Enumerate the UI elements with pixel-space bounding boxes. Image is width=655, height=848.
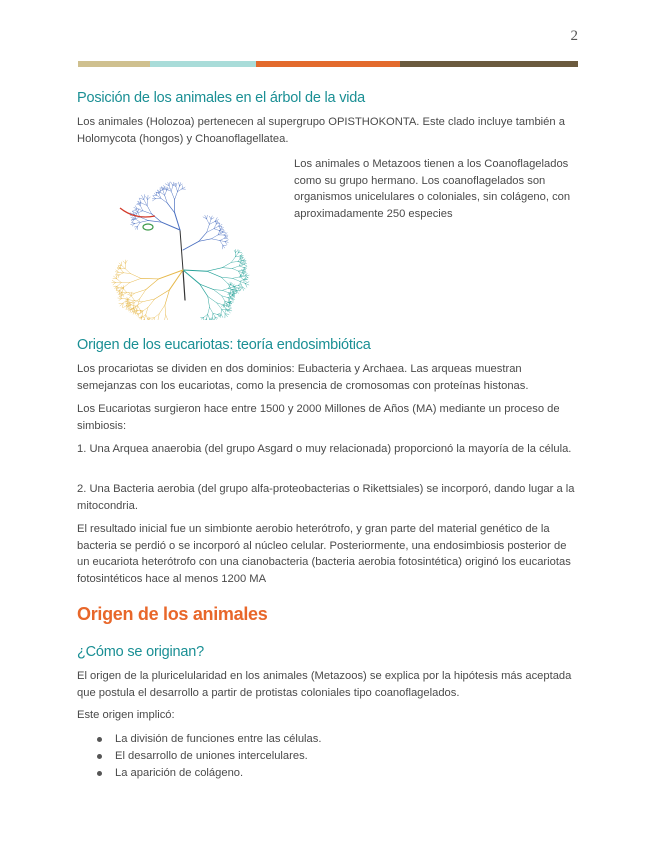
tree-branch-blue xyxy=(167,203,174,213)
tree-branch-teal xyxy=(222,262,231,267)
tree-branch-teal xyxy=(245,282,249,284)
tree-branch-blue xyxy=(220,238,225,240)
tree-branch-blue xyxy=(216,221,217,224)
list-item-text: El desarrollo de uniones intercelulares. xyxy=(115,749,308,762)
tree-branch-teal xyxy=(208,314,210,319)
color-bar-segment-2 xyxy=(150,61,256,67)
header-color-bar xyxy=(78,61,578,67)
tree-branch-teal xyxy=(183,270,200,284)
tree-branch-blue xyxy=(171,186,173,192)
tree-highlight-arc xyxy=(120,208,155,217)
tree-branch-teal xyxy=(221,277,228,283)
tree-branch-blue xyxy=(157,190,160,192)
list-item xyxy=(95,765,321,782)
tree-branch-blue xyxy=(169,182,170,186)
tree-branch-gold xyxy=(140,290,146,299)
tree-branch-blue xyxy=(144,195,145,200)
section-heading-tree-of-life: Posición de los animales en el árbol de la vida xyxy=(77,90,366,106)
color-bar-segment-3 xyxy=(256,61,400,67)
tree-branch-teal xyxy=(239,266,244,268)
tree-branch-blue xyxy=(166,187,167,191)
tree-branch-gold xyxy=(123,261,125,264)
tree-branch-blue xyxy=(131,217,135,219)
tree-branch-gold xyxy=(147,319,148,320)
tree-branch-teal xyxy=(238,287,241,288)
section1-intro: Los animales (Holozoa) pertenecen al supergrupo OPISTHOKONTA. Este clado incluye también a Holomycota (hongos) y Choanoflagellatea. xyxy=(77,116,565,145)
tree-branch-teal xyxy=(231,261,238,262)
tree-branch-blue xyxy=(131,222,134,223)
tree-branch-teal xyxy=(234,250,235,252)
tree-branch-gold xyxy=(131,305,136,306)
tree-branch-gold xyxy=(133,303,134,308)
tree-branch-teal xyxy=(222,288,228,290)
subheading-how-originate: ¿Cómo se originan? xyxy=(77,644,204,660)
section3-paragraph-1: El origen de la pluricelularidad en los animales (Metazoos) se explica por la hipótesis más aceptada que postula el desarrollo a partir de protistas coloniales tipo coanoflagelados. xyxy=(77,670,572,699)
page-number: 2 xyxy=(570,28,578,44)
tree-branch-blue xyxy=(162,222,180,230)
tree-branch-teal xyxy=(243,272,246,273)
tree-branch-teal xyxy=(238,285,240,287)
tree-branch-gold xyxy=(148,317,150,318)
tree-branch-blue xyxy=(207,219,210,224)
color-bar-segment-4 xyxy=(400,61,578,67)
tree-branch-teal xyxy=(242,262,244,263)
tree-branch-gold xyxy=(164,315,165,320)
tree-branch-gold xyxy=(113,283,116,285)
bullet-icon xyxy=(97,771,102,776)
tree-branch-gold xyxy=(138,306,141,310)
section2-paragraph-5: El resultado inicial fue un simbionte aerobio heterótrofo, y gran parte del material genético de la bacteria se perdió o se incorporó al núcleo celular. Posteriormente, una endosimbiosis posterior de un eucariota heterótrofo con una cianobacteria (bacteria aerobia fotosintética) originó los eucariotas fotosintéticos hace al menos 1200 MA xyxy=(77,523,571,585)
tree-branch-teal xyxy=(233,287,236,288)
tree-branch-blue xyxy=(175,192,178,200)
tree-branch-blue xyxy=(211,239,219,241)
tree-branch-blue xyxy=(171,191,174,199)
section3-paragraph-2: Este origen implicó: xyxy=(77,709,175,721)
tree-branch-teal xyxy=(222,268,232,269)
tree-branch-blue xyxy=(178,182,179,186)
tree-branch-gold xyxy=(136,302,143,306)
tree-branch-gold xyxy=(119,273,123,275)
tree-branch-gold xyxy=(119,298,122,300)
tree-branch-blue xyxy=(140,221,148,223)
section2-paragraph-3: 1. Una Arquea anaerobia (del grupo Asgard o muy relacionada) proporcionó la mayoría de la célula. xyxy=(77,443,572,455)
tree-branch-gold xyxy=(120,269,123,273)
tree-branch-teal xyxy=(207,271,221,277)
tree-branch-teal xyxy=(221,314,223,317)
tree-branch-teal xyxy=(183,270,207,271)
tree-branch-teal xyxy=(207,268,222,272)
tree-branch-teal xyxy=(208,307,210,314)
tree-branch-blue xyxy=(153,196,156,199)
tree-branch-teal xyxy=(242,269,243,272)
tree-branch-gold xyxy=(130,278,141,282)
tree-branch-gold xyxy=(131,296,134,301)
tree-branch-gold xyxy=(159,305,165,314)
tree-branch-blue xyxy=(222,245,223,249)
tree-branch-teal xyxy=(232,277,240,278)
section-heading-animal-origin: Origen de los animales xyxy=(77,604,268,624)
tree-branch-teal xyxy=(206,319,207,320)
tree-branch-blue xyxy=(219,230,223,231)
list-item-text: La aparición de colágeno. xyxy=(115,766,244,779)
tree-branch-teal xyxy=(244,264,247,265)
tree-branch-teal xyxy=(212,318,213,320)
tree-highlight-ellipse xyxy=(143,224,153,230)
tree-svg xyxy=(80,150,280,320)
section-heading-eukaryote-origin: Origen de los eucariotas: teoría endosimbiótica xyxy=(77,337,371,353)
phylogenetic-tree-image xyxy=(80,150,280,320)
list-item xyxy=(95,731,321,748)
tree-branch-gold xyxy=(144,319,145,320)
tree-branch-gold xyxy=(127,293,135,294)
tree-branch-gold xyxy=(136,313,139,314)
tree-branch-teal xyxy=(222,290,228,292)
tree-branch-blue xyxy=(211,235,218,239)
tree-branch-blue xyxy=(207,215,208,219)
tree-branch-gold xyxy=(125,303,129,304)
tree-branch-teal xyxy=(208,296,210,307)
tree-branch-blue xyxy=(165,190,167,195)
tree-branch-gold xyxy=(112,280,115,282)
list-item-text: La división de funciones entre las células. xyxy=(115,733,322,745)
tree-branch-teal xyxy=(210,307,213,313)
tree-branch-gold xyxy=(128,293,135,299)
tree-branch-teal xyxy=(232,268,238,271)
tree-branch-blue xyxy=(209,216,211,219)
tree-branch-teal xyxy=(218,313,221,314)
color-bar-segment-1 xyxy=(78,61,150,67)
tree-branch-gold xyxy=(117,283,121,287)
tree-branch-blue xyxy=(132,211,137,213)
tree-branch-gold xyxy=(116,272,119,274)
tree-branch-blue xyxy=(146,196,148,199)
tree-branch-blue xyxy=(183,241,199,250)
tree-branch-gold xyxy=(131,292,132,296)
tree-branch-blue xyxy=(176,183,177,186)
section2-paragraph-2: Los Eucariotas surgieron hace entre 1500 y 2000 Millones de Años (MA) mediante un proceso de simbiosis: xyxy=(77,403,560,432)
tree-branch-teal xyxy=(232,266,239,268)
section2-paragraph-1: Los procariotas se dividen en dos dominios: Eubacteria y Archaea. Las arqueas muestran semejanzas con los eucariotas, como la presencia de cromosomas con proteínas histonas. xyxy=(77,363,529,392)
tree-branch-gold xyxy=(135,290,146,294)
tree-branch-gold xyxy=(124,283,130,288)
tree-branch-gold xyxy=(125,269,130,274)
bullet-icon xyxy=(97,754,102,759)
tree-branch-blue xyxy=(225,240,228,242)
section2-paragraph-4: 2. Una Bacteria aerobia (del grupo alfa-proteobacterias o Rikettsiales) se incorporó, dando lugar a la mitocondria. xyxy=(77,483,575,512)
tree-branch-blue xyxy=(136,219,141,222)
tree-branch-teal xyxy=(214,290,222,296)
tree-branch-teal xyxy=(231,257,235,263)
bullet-icon xyxy=(97,737,102,742)
tree-branch-gold xyxy=(146,315,148,320)
tree-branch-blue xyxy=(171,182,173,185)
tree-branch-teal xyxy=(228,292,232,293)
tree-branch-gold xyxy=(125,260,127,263)
tree-branch-teal xyxy=(244,267,247,268)
tree-branch-blue xyxy=(176,186,178,191)
tree-branch-teal xyxy=(209,319,210,320)
tree-branch-teal xyxy=(228,288,232,289)
tree-branch-gold xyxy=(117,279,122,283)
tree-branch-gold xyxy=(146,279,159,290)
tree-branch-gold xyxy=(123,289,126,293)
tree-branch-teal xyxy=(208,296,217,302)
tree-branch-teal xyxy=(221,309,222,314)
tree-branch-teal xyxy=(214,290,223,291)
tree-branch-teal xyxy=(212,313,213,317)
tree-branch-teal xyxy=(232,278,239,281)
tree-branch-blue xyxy=(147,200,148,206)
tree-branch-gold xyxy=(129,300,135,301)
tree-branch-teal xyxy=(240,277,244,280)
tree-branch-blue xyxy=(225,238,228,239)
section1-side-text: Los animales o Metazoos tienen a los Coanoflagelados como su grupo hermano. Los coanoflagelados son organismos unicelulares o coloniales, sin colágeno, con aproximadamente 250 especies xyxy=(294,158,571,220)
origin-bullet-list xyxy=(95,731,321,781)
list-item xyxy=(95,748,321,765)
tree-branch-teal xyxy=(235,289,237,291)
tree-branch-gold xyxy=(165,305,166,315)
tree-trunk xyxy=(183,270,185,300)
tree-branch-blue xyxy=(224,233,227,235)
tree-branch-gold xyxy=(166,315,168,320)
tree-branch-gold xyxy=(131,274,141,279)
tree-branch-blue xyxy=(214,229,219,231)
tree-branch-gold xyxy=(118,272,123,273)
tree-branch-gold xyxy=(141,278,159,279)
tree-branch-gold xyxy=(146,307,148,314)
tree-branch-teal xyxy=(221,277,232,278)
tree-branch-gold xyxy=(159,270,183,279)
tree-branch-teal xyxy=(236,251,238,253)
tree-branch-blue xyxy=(175,213,180,230)
tree-branch-gold xyxy=(122,298,128,299)
tree-branch-gold xyxy=(119,263,121,265)
